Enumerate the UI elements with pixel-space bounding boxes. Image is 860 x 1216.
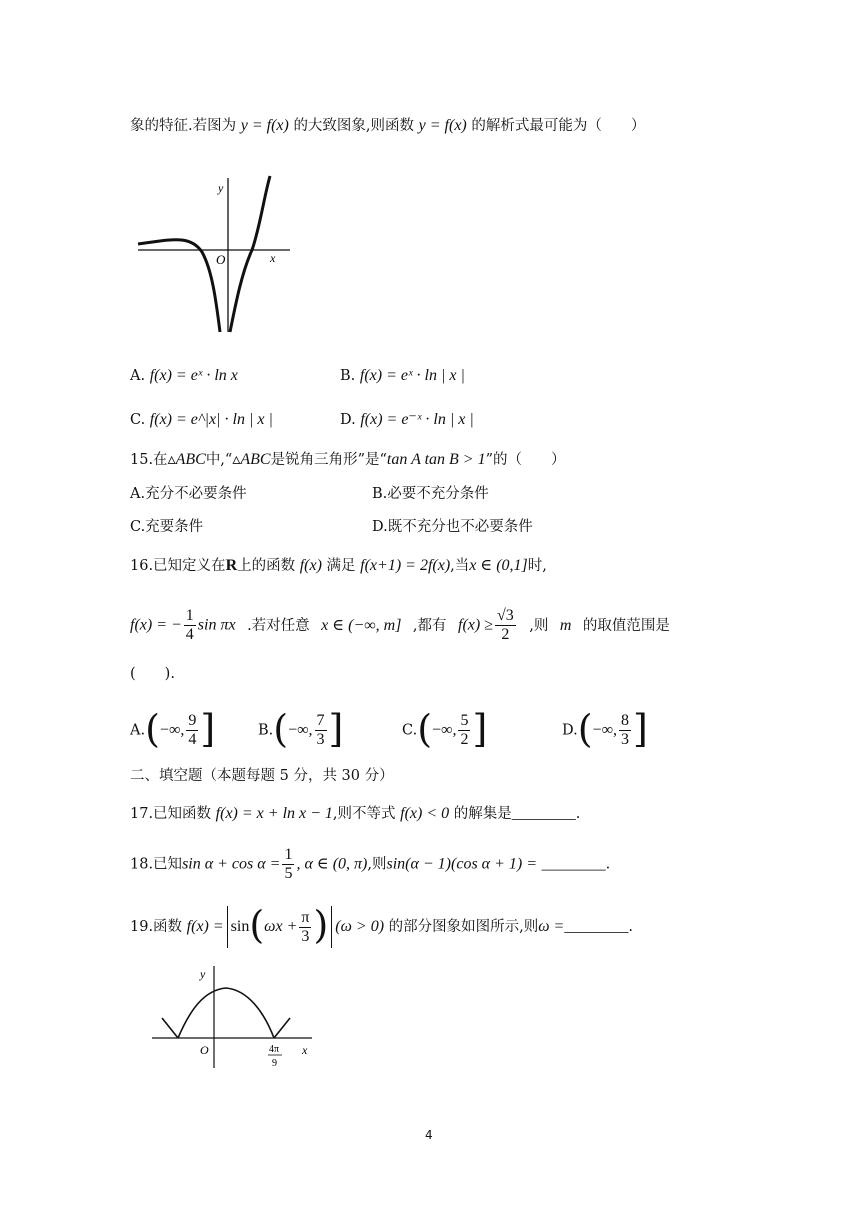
q19-frac-den: 3 xyxy=(301,927,310,945)
q14-func-2: y = f(x) xyxy=(418,117,467,134)
q16-line-1 xyxy=(130,556,547,576)
q19-origin-label: O xyxy=(200,1043,209,1057)
q19-curve-right xyxy=(274,1018,290,1038)
q14-x-label: x xyxy=(270,251,276,265)
q16-frac-root3-num: √3 xyxy=(497,607,514,624)
q19-frac-num: π xyxy=(301,908,310,926)
q19-curve-left xyxy=(162,1018,178,1038)
q16-option-c-den: 2 xyxy=(460,731,469,748)
q14-option-c xyxy=(130,410,273,430)
q14-func-1: y = f(x) xyxy=(240,117,289,134)
q15-text-c: 是锐角三角形”是“ xyxy=(270,452,387,468)
q19-y-label: y xyxy=(200,967,206,981)
q14-option-b-label: B. xyxy=(340,368,356,384)
q16-text-f2: 的取值范围是 xyxy=(582,617,670,634)
q17-text-c: 的解集是 xyxy=(453,806,512,822)
q15-option-b: B.必要不充分条件 xyxy=(372,486,489,502)
q16-option-b: B.(−∞, $\frac{7}{3}$ ] xyxy=(258,706,344,751)
q16-option-b-den: 3 xyxy=(316,731,325,748)
q16-inequality: f(x) ≥ xyxy=(458,616,493,634)
q16-line-3: ( ). xyxy=(130,666,175,682)
q16-option-a-label: A. xyxy=(130,722,146,739)
q15-stem xyxy=(130,450,566,470)
q16-option-d-label: D. xyxy=(562,722,578,739)
q16-option-c: C.(−∞, $\frac{5}{2}$ ] xyxy=(402,706,488,751)
q14-stem-prefix: 象的特征.若图为 xyxy=(130,118,237,134)
q19-sin: sin xyxy=(230,918,250,935)
q17-number: 17.已知函数 xyxy=(130,806,212,822)
q16-option-a-num: 9 xyxy=(188,712,197,729)
q17-text-b: ,则不等式 xyxy=(332,806,396,822)
q16-option-b-label: B. xyxy=(258,722,274,739)
q14-option-d xyxy=(340,410,474,430)
q16-sin: sin πx xyxy=(197,616,236,634)
q19-text-b: 的部分图象如图所示,则 xyxy=(388,919,539,935)
q14-option-b xyxy=(340,366,465,386)
q16-text-c: 满足 xyxy=(326,558,356,574)
q15-text-d: ”的（ ） xyxy=(485,452,566,468)
q16-option-d: D.(−∞, $\frac{8}{3}$ ] xyxy=(562,706,648,751)
q14-curve-right xyxy=(230,176,270,332)
q16-option-b-inner: −∞, xyxy=(288,721,313,739)
q14-option-a-label: A. xyxy=(130,368,146,384)
q19-omega: ω = xyxy=(538,918,565,935)
q14-origin-label: O xyxy=(216,252,226,267)
q16-number: 16.已知定义在 xyxy=(130,558,226,574)
q19-inner: ωx + xyxy=(264,918,298,935)
q16-option-c-inner: −∞, xyxy=(432,721,457,739)
q16-option-d-num: 8 xyxy=(620,712,629,729)
q16-text-e2: ,则 xyxy=(529,617,549,634)
q15-triangle-2: ▵ABC xyxy=(232,451,271,468)
q16-frac-root3 xyxy=(495,607,516,644)
q16-option-a-inner: −∞, xyxy=(159,721,185,739)
q18-frac-num: 1 xyxy=(284,846,293,863)
q14-option-c-label: C. xyxy=(130,412,146,428)
q17-answer-blank: ________ xyxy=(511,805,576,822)
q17-function: f(x) = x + ln x − 1 xyxy=(215,805,333,822)
q19-tick-num: 4π xyxy=(269,1044,280,1055)
q18-number: 18.已知 xyxy=(130,856,183,873)
q15-triangle-1: ▵ABC xyxy=(167,451,206,468)
page-number: 4 xyxy=(425,1128,433,1142)
q16-frac-quarter-num: 1 xyxy=(185,607,194,624)
q16-option-d-den: 3 xyxy=(620,731,629,748)
q14-stem xyxy=(130,116,645,136)
q16-text-d: ,当 xyxy=(450,558,470,574)
q14-option-a-expr: f(x) = eˣ · ln x xyxy=(149,367,238,384)
q18-domain: , α ∈ (0, π) xyxy=(296,855,368,873)
q18-lhs: sin α + cos α = xyxy=(182,855,281,873)
q16-frac-root3-den: 2 xyxy=(501,626,510,643)
q16-text-e: 时, xyxy=(527,558,547,574)
q19: 19.函数 f(x) = sin(ωx + $\frac{\pi}{3}$ ) (ω > 0) 的部分图象如图所示,则ω =________. xyxy=(130,903,633,947)
q16-option-a: A.(−∞, $\frac{9}{4}$ ] xyxy=(130,706,216,751)
q18-text-b: ,则 xyxy=(367,856,387,873)
q17 xyxy=(130,804,580,824)
section-2-heading: 二、填空题（本题每题 5 分，共 30 分） xyxy=(130,768,394,784)
q14-stem-mid: 的大致图象,则函数 xyxy=(293,118,415,134)
q15-condition: tan A tan B > 1 xyxy=(386,451,486,468)
q14-stem-suffix: 的解析式最可能为（ ） xyxy=(471,118,646,134)
q14-option-a xyxy=(130,366,238,386)
q16-text-b: 上的函数 xyxy=(237,558,296,574)
q16-equation: f(x+1) = 2f(x) xyxy=(360,557,451,574)
q14-curve-left xyxy=(138,240,220,332)
q16-fx: f(x) xyxy=(299,557,322,574)
q16-text-d2: ,都有 xyxy=(412,617,447,634)
q16-option-c-label: C. xyxy=(402,722,418,739)
q17-period: . xyxy=(575,806,581,822)
q16-option-b-num: 7 xyxy=(316,712,325,729)
q17-inequality: f(x) < 0 xyxy=(400,805,450,822)
q16-fx-def: f(x) = − xyxy=(130,616,182,634)
q19-function: f(x) = xyxy=(186,918,224,935)
q14-option-d-expr: f(x) = e⁻ˣ · ln | x | xyxy=(360,411,474,428)
q19-number: 19.函数 xyxy=(130,919,183,935)
q16-option-c-num: 5 xyxy=(460,712,469,729)
q14-option-b-expr: f(x) = eˣ · ln | x | xyxy=(359,367,465,384)
q16-set-r: R xyxy=(225,557,238,574)
q19-curve-arch xyxy=(178,988,274,1038)
q16-option-d-inner: −∞, xyxy=(592,721,617,739)
q15-number: 15.在 xyxy=(130,452,168,468)
q14-graph xyxy=(130,172,300,337)
q15-text-b: 中,“ xyxy=(205,452,233,468)
q19-condition: (ω > 0) xyxy=(335,918,385,935)
q16-domain: x ∈ (0,1] xyxy=(469,557,528,574)
q15-option-a: A.充分不必要条件 xyxy=(130,486,247,502)
q15-option-d: D.既不充分也不必要条件 xyxy=(372,519,533,535)
q16-option-a-den: 4 xyxy=(188,731,197,748)
q18-period: . xyxy=(605,856,611,873)
q18-frac-den: 5 xyxy=(284,865,293,882)
q16-frac-quarter-den: 4 xyxy=(185,626,194,643)
q16-domain-2: x ∈ (−∞, m] xyxy=(321,616,402,634)
q14-option-c-expr: f(x) = e^|x| · ln | x | xyxy=(149,411,273,428)
q16-text-c2: .若对任意 xyxy=(247,617,310,634)
q19-tick-den: 9 xyxy=(272,1058,277,1069)
q19-answer-blank: ________ xyxy=(564,918,629,935)
q18 xyxy=(130,846,610,883)
q16-var-m: m xyxy=(559,616,572,634)
q19-x-label: x xyxy=(302,1043,308,1057)
q15-option-c: C.充要条件 xyxy=(130,519,204,535)
q16-line-2 xyxy=(130,607,670,644)
q16-frac-quarter xyxy=(184,607,196,644)
q18-answer-blank: ________ xyxy=(541,855,606,873)
q18-expression: sin(α − 1)(cos α + 1) = xyxy=(386,855,537,873)
q19-graph xyxy=(148,960,318,1072)
q14-y-label: y xyxy=(218,181,224,195)
q14-option-d-label: D. xyxy=(340,412,356,428)
q19-period: . xyxy=(628,919,633,935)
